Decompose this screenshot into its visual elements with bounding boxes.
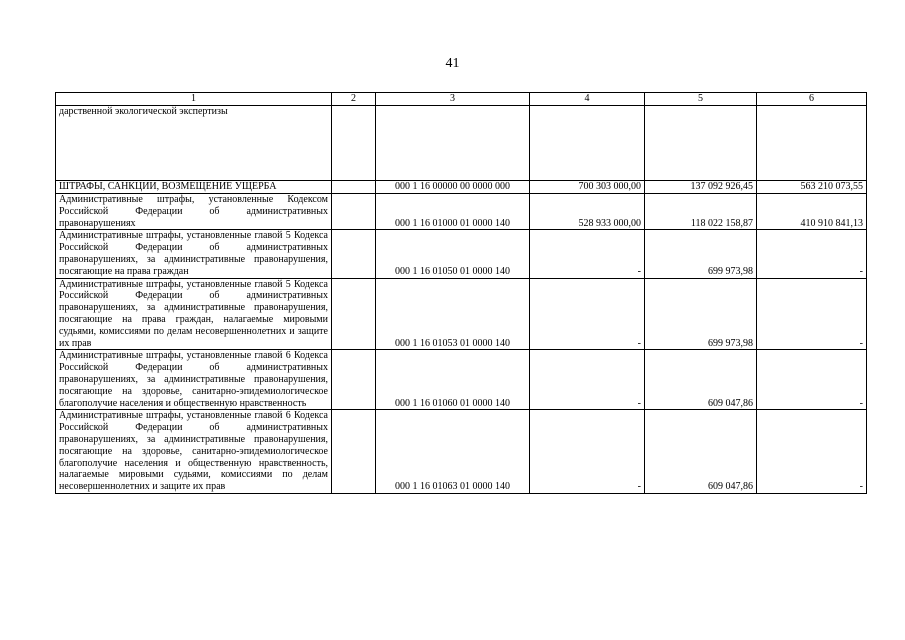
column-header-5: 5 [645,93,757,106]
row-value-6: - [757,278,867,350]
table-row [56,410,867,494]
row-name: Административные штрафы, установленные главой 6 Кодекса Российской Федерации об административных правонарушениях, за административные правонарушения, посягающие на здоровье, санитарно-эпидемиологическое благополучие населения и общественную нравственность, налагаемые мировыми судьями, комиссиями по делам несовершеннолетних и защите их прав [56,410,332,494]
row-value-4: - [530,230,645,278]
row-value-5: 609 047,86 [645,410,757,494]
row-col2 [332,230,376,278]
row-value-5: 118 022 158,87 [645,194,757,230]
row-value-6: 410 910 841,13 [757,194,867,230]
column-header-3: 3 [376,93,530,106]
row-name: Административные штрафы, установленные Кодексом Российской Федерации об административных правонарушениях [56,194,332,230]
table-row [56,194,867,230]
row-value-5 [645,106,757,181]
column-header-4: 4 [530,93,645,106]
row-value-5: 609 047,86 [645,350,757,410]
column-header-1: 1 [56,93,332,106]
row-col2 [332,278,376,350]
row-col2 [332,181,376,194]
table-row [56,278,867,350]
column-header-2: 2 [332,93,376,106]
row-value-4 [530,106,645,181]
row-name: Административные штрафы, установленные главой 5 Кодекса Российской Федерации об административных правонарушениях, за административные правонарушения, посягающие на права граждан [56,230,332,278]
row-code [376,106,530,181]
row-value-6 [757,106,867,181]
table-row [56,230,867,278]
row-value-5: 137 092 926,45 [645,181,757,194]
row-col2 [332,350,376,410]
row-value-4: - [530,278,645,350]
row-value-6: - [757,230,867,278]
row-code: 000 1 16 01050 01 0000 140 [376,230,530,278]
column-header-6: 6 [757,93,867,106]
column-number-row [56,93,867,106]
row-code: 000 1 16 01063 01 0000 140 [376,410,530,494]
row-value-4: 528 933 000,00 [530,194,645,230]
row-col2 [332,410,376,494]
page-number: 41 [445,56,460,71]
row-value-6: - [757,350,867,410]
row-col2 [332,194,376,230]
row-code: 000 1 16 01000 01 0000 140 [376,194,530,230]
row-value-4: - [530,350,645,410]
row-value-6: - [757,410,867,494]
row-name: Административные штрафы, установленные главой 6 Кодекса Российской Федерации об административных правонарушениях, за административные правонарушения, посягающие на здоровье, санитарно-эпидемиологическое благополучие населения и общественную нравственность [56,350,332,410]
income-report-table [55,92,867,494]
row-value-6: 563 210 073,55 [757,181,867,194]
row-code: 000 1 16 01060 01 0000 140 [376,350,530,410]
row-value-4: - [530,410,645,494]
table-row [56,350,867,410]
row-name: ШТРАФЫ, САНКЦИИ, ВОЗМЕЩЕНИЕ УЩЕРБА [56,181,332,194]
row-value-5: 699 973,98 [645,230,757,278]
row-col2 [332,106,376,181]
table-row [56,106,867,181]
row-value-4: 700 303 000,00 [530,181,645,194]
row-name: Административные штрафы, установленные главой 5 Кодекса Российской Федерации об административных правонарушениях, за административные правонарушения, посягающие на права граждан, налагаемые мировыми судьями, комиссиями по делам несовершеннолетних и защите их прав [56,278,332,350]
table-row [56,181,867,194]
row-code: 000 1 16 00000 00 0000 000 [376,181,530,194]
row-code: 000 1 16 01053 01 0000 140 [376,278,530,350]
row-value-5: 699 973,98 [645,278,757,350]
row-name: дарственной экологической экспертизы [56,106,332,181]
